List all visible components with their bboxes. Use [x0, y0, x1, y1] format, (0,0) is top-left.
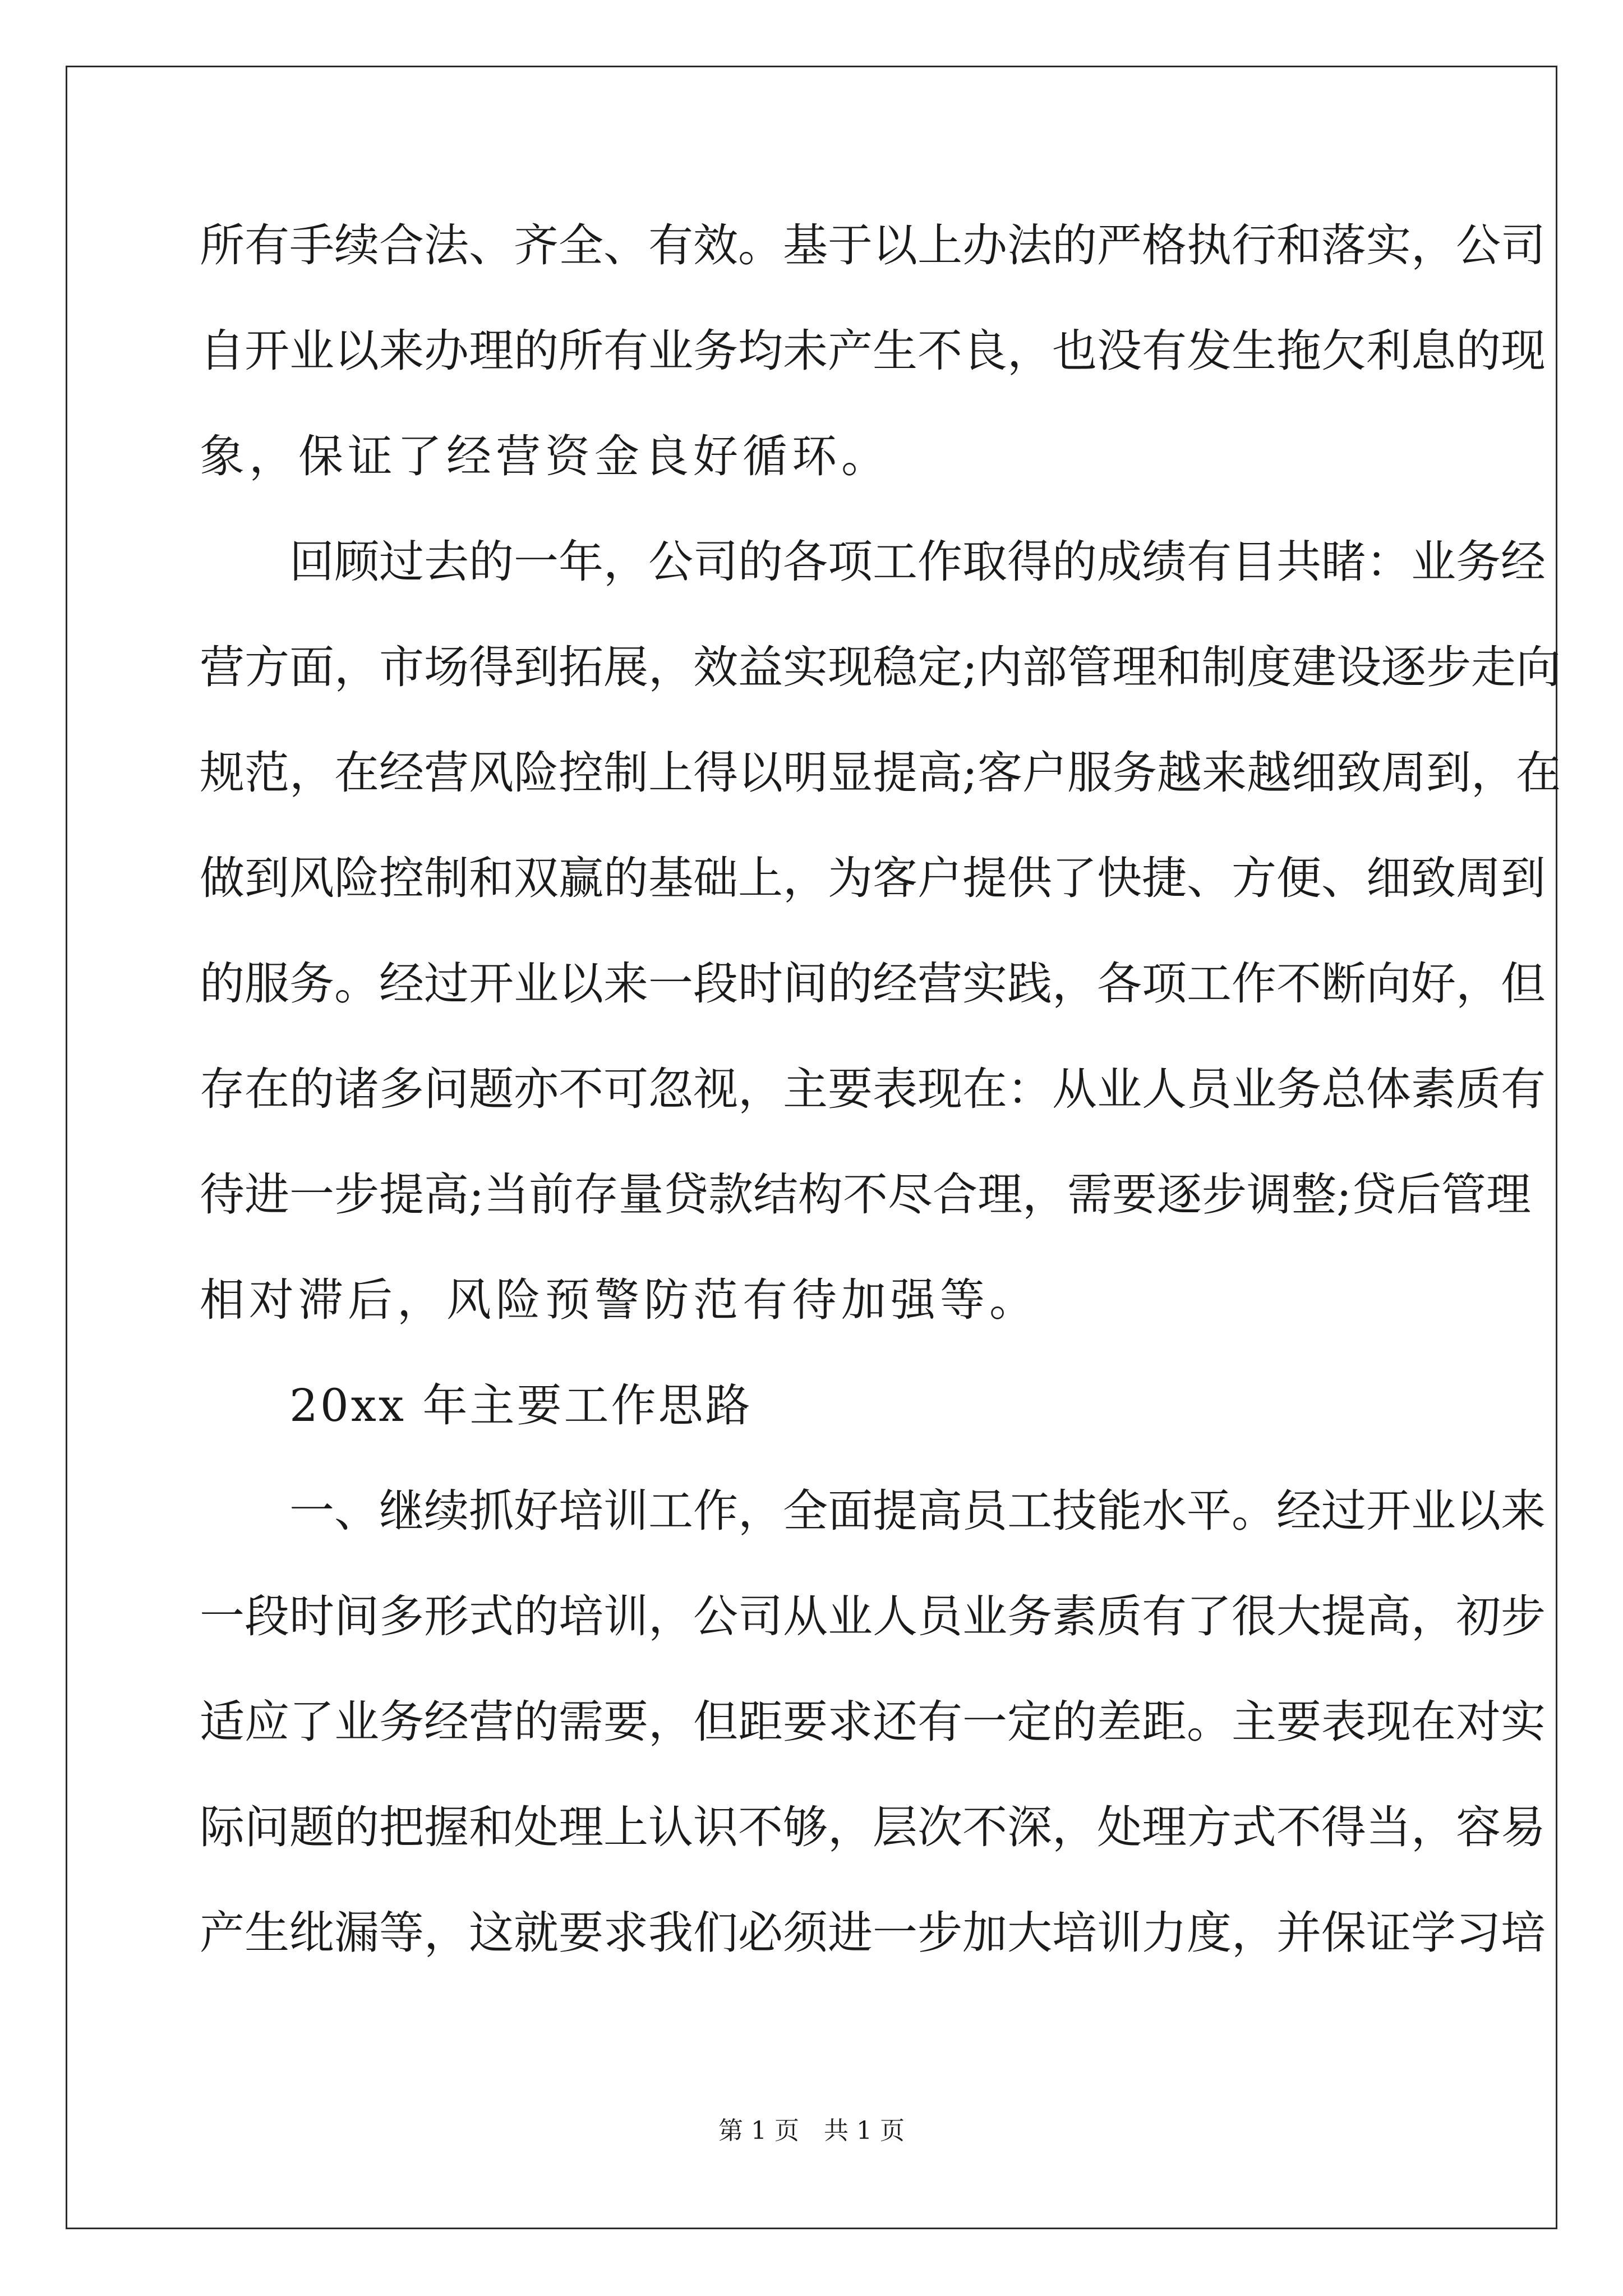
paragraph-line: 的服务。经过开业以来一段时间的经营实践，各项工作不断向好，但 [200, 958, 1546, 1010]
section-heading: 20xx 年主要工作思路 [289, 1379, 753, 1432]
paragraph-line: 待进一步提高;当前存量贷款结构不尽合理，需要逐步调整;贷后管理 [200, 1168, 1531, 1221]
paragraph-line: 回顾过去的一年，公司的各项工作取得的成绩有目共睹：业务经 [289, 536, 1546, 588]
paragraph-line: 自开业以来办理的所有业务均未产生不良，也没有发生拖欠利息的现 [200, 325, 1546, 377]
paragraph-line: 所有手续合法、齐全、有效。基于以上办法的严格执行和落实，公司 [200, 219, 1546, 272]
paragraph-line: 一、继续抓好培训工作，全面提高员工技能水平。经过开业以来 [289, 1485, 1546, 1537]
page-number-footer: 第 1 页 共 1 页 [718, 2116, 905, 2145]
paragraph-line: 一段时间多形式的培训，公司从业人员业务素质有了很大提高，初步 [200, 1590, 1546, 1642]
paragraph-line: 做到风险控制和双赢的基础上，为客户提供了快捷、方便、细致周到 [200, 852, 1546, 904]
paragraph-line: 象，保证了经营资金良好循环。 [200, 430, 891, 482]
paragraph-line: 相对滞后，风险预警防范有待加强等。 [200, 1274, 1039, 1326]
paragraph-line: 适应了业务经营的需要，但距要求还有一定的差距。主要表现在对实 [200, 1696, 1546, 1748]
paragraph-line: 存在的诸多问题亦不可忽视，主要表现在：从业人员业务总体素质有 [200, 1063, 1546, 1115]
paragraph-line: 产生纰漏等，这就要求我们必须进一步加大培训力度，并保证学习培 [200, 1907, 1546, 1959]
paragraph-line: 营方面，市场得到拓展，效益实现稳定;内部管理和制度建设逐步走向 [200, 641, 1561, 693]
paragraph-line: 际问题的把握和处理上认识不够，层次不深，处理方式不得当，容易 [200, 1801, 1546, 1853]
document-body [200, 212, 1561, 2005]
paragraph-line: 规范，在经营风险控制上得以明显提高;客户服务越来越细致周到，在 [200, 747, 1561, 799]
